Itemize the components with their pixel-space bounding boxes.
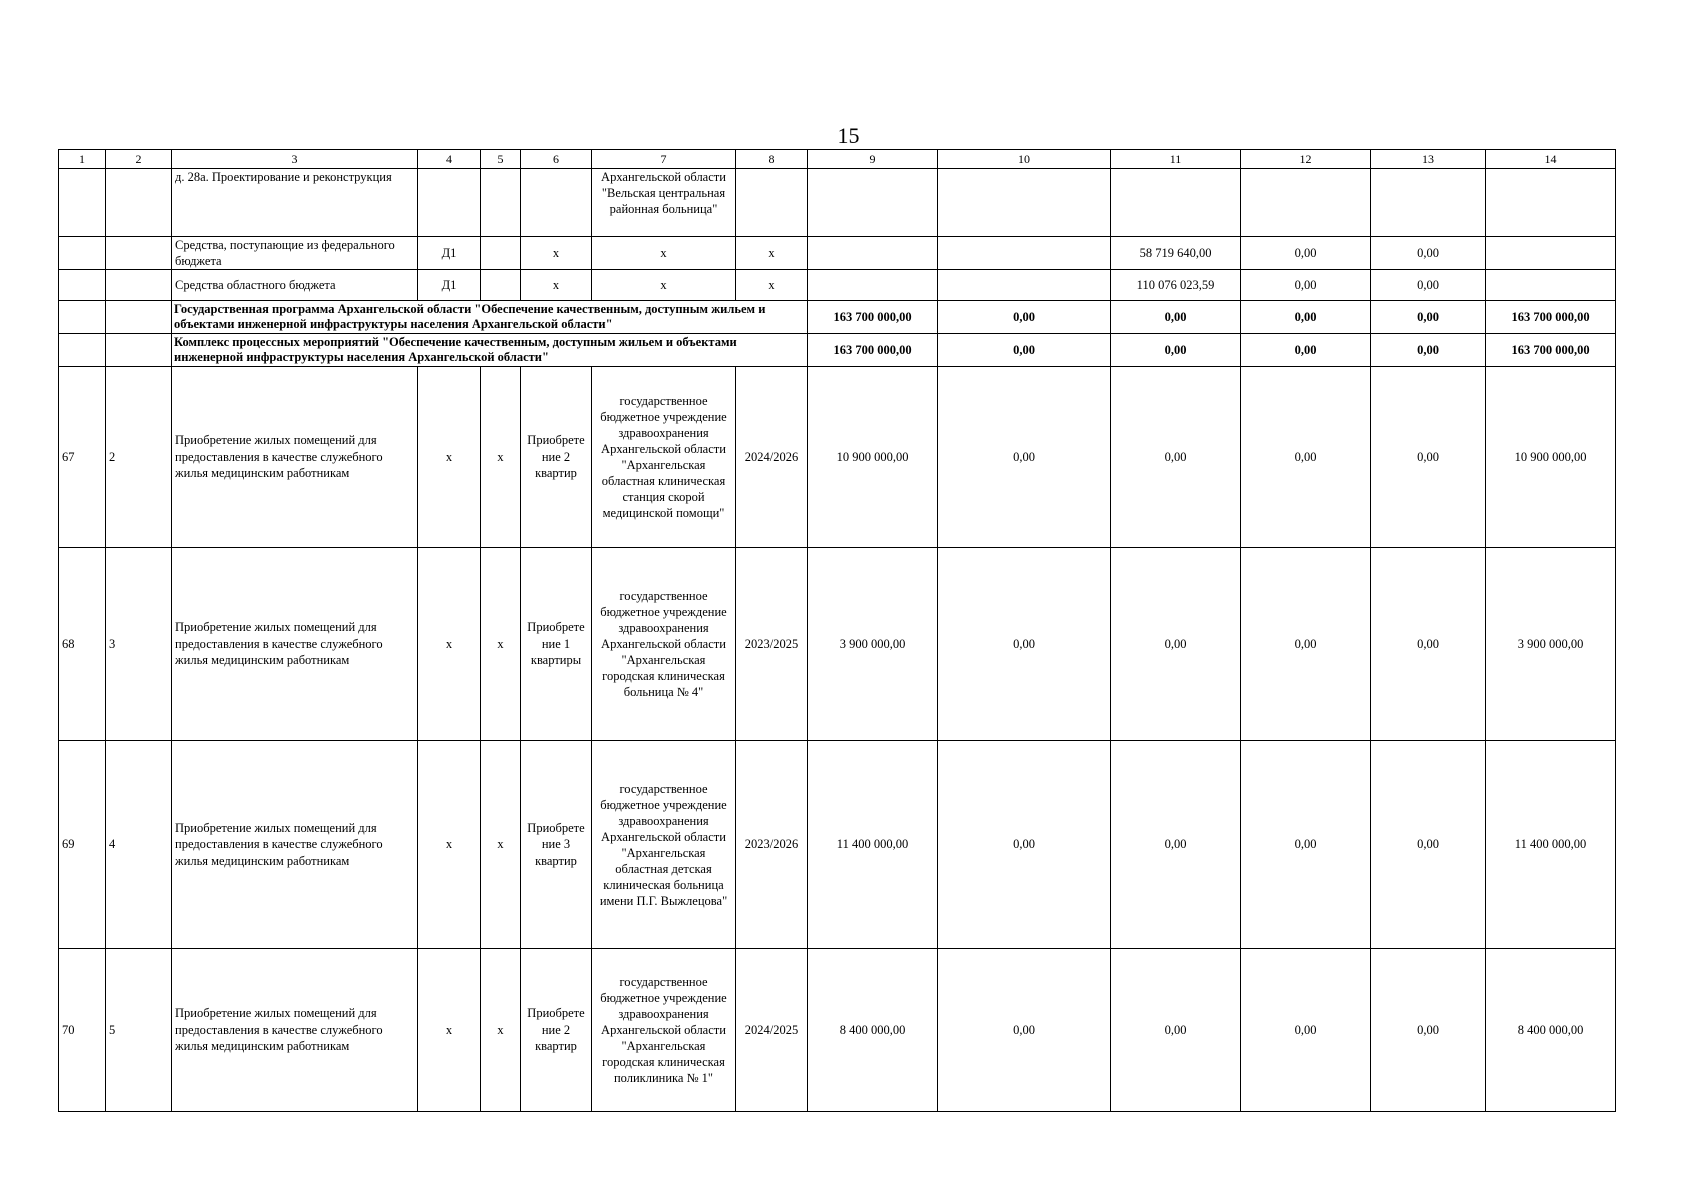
federal-funds-code: Д1 (418, 237, 481, 270)
cell: 0,00 (1111, 548, 1241, 741)
cell: х (481, 367, 521, 548)
col-header: 2 (106, 150, 172, 169)
cell: х (736, 270, 808, 301)
item-period: 2023/2026 (736, 741, 808, 949)
item-period: 2024/2025 (736, 949, 808, 1112)
col-header: 14 (1486, 150, 1616, 169)
cell: х (592, 237, 736, 270)
col-header: 4 (418, 150, 481, 169)
table-row (59, 949, 1616, 1112)
program-title: Государственная программа Архангельской области "Обеспечение качественным, доступным жильем и объектами инженерной инфраструктуры населения Архангельской области" (172, 301, 808, 334)
cell: 0,00 (1241, 741, 1371, 949)
cell: х (418, 741, 481, 949)
col-header: 10 (938, 150, 1111, 169)
col-header: 1 (59, 150, 106, 169)
cell: 11 400 000,00 (808, 741, 938, 949)
item-number: 4 (106, 741, 172, 949)
row-number: 70 (59, 949, 106, 1112)
cell: 3 900 000,00 (808, 548, 938, 741)
cell: 0,00 (938, 949, 1111, 1112)
cell: 0,00 (1241, 548, 1371, 741)
cell: 3 900 000,00 (1486, 548, 1616, 741)
page-number: 15 (837, 123, 860, 148)
cell: 0,00 (1111, 741, 1241, 949)
item-number: 5 (106, 949, 172, 1112)
cell: х (592, 270, 736, 301)
cell: 0,00 (1111, 949, 1241, 1112)
cell: 10 900 000,00 (808, 367, 938, 548)
item-number: 2 (106, 367, 172, 548)
cell: х (521, 237, 592, 270)
col-header: 3 (172, 150, 418, 169)
cell: 0,00 (1371, 548, 1486, 741)
table-row (59, 548, 1616, 741)
cell: 163 700 000,00 (808, 334, 938, 367)
cell: 0,00 (1371, 334, 1486, 367)
cell: х (481, 741, 521, 949)
complex-total: 163 700 000,00 (1486, 334, 1616, 367)
cell: х (521, 270, 592, 301)
cell: 0,00 (1111, 301, 1241, 334)
cell: 0,00 (938, 301, 1111, 334)
regional-funds-label: Средства областного бюджета (172, 270, 418, 301)
item-purpose: Приобретение 2 квартир (521, 367, 592, 548)
item-executor: государственное бюджетное учреждение здравоохранения Архангельской области "Архангельская городская клиническая поликлиника № 1" (592, 949, 736, 1112)
complex-total-row (59, 334, 1616, 367)
item-period: 2024/2026 (736, 367, 808, 548)
item-purpose: Приобретение 2 квартир (521, 949, 592, 1112)
cell: 0,00 (1241, 270, 1371, 301)
continuation-executor: Архангельской области "Вельская центральная районная больница" (592, 169, 736, 237)
table-row (59, 367, 1616, 548)
cell: 0,00 (1371, 949, 1486, 1112)
item-period: 2023/2025 (736, 548, 808, 741)
col-header: 12 (1241, 150, 1371, 169)
cell: х (481, 548, 521, 741)
cell: х (418, 548, 481, 741)
col-header: 8 (736, 150, 808, 169)
cell: х (418, 367, 481, 548)
col-header: 7 (592, 150, 736, 169)
federal-funds-row (59, 237, 1616, 270)
regional-funds-amount: 110 076 023,59 (1111, 270, 1241, 301)
item-name: Приобретение жилых помещений для предоставления в качестве служебного жилья медицинским работникам (172, 741, 418, 949)
continuation-row (59, 169, 1616, 237)
item-number: 3 (106, 548, 172, 741)
col-header: 11 (1111, 150, 1241, 169)
col-header: 9 (808, 150, 938, 169)
row-number: 69 (59, 741, 106, 949)
cell: 0,00 (1111, 334, 1241, 367)
budget-table (58, 149, 1616, 1112)
col-header: 13 (1371, 150, 1486, 169)
cell: 0,00 (1111, 367, 1241, 548)
col-header: 6 (521, 150, 592, 169)
cell: 0,00 (938, 741, 1111, 949)
row-number: 67 (59, 367, 106, 548)
cell: х (736, 237, 808, 270)
regional-funds-code: Д1 (418, 270, 481, 301)
item-name: Приобретение жилых помещений для предоставления в качестве служебного жилья медицинским работникам (172, 949, 418, 1112)
table-row (59, 741, 1616, 949)
column-number-header (59, 150, 1616, 169)
row-number: 68 (59, 548, 106, 741)
cell: 0,00 (1371, 237, 1486, 270)
complex-title: Комплекс процессных мероприятий "Обеспечение качественным, доступным жильем и объектами инженерной инфраструктуры населения Архангельской области" (172, 334, 808, 367)
cell: 0,00 (1241, 367, 1371, 548)
cell: 11 400 000,00 (1486, 741, 1616, 949)
item-executor: государственное бюджетное учреждение здравоохранения Архангельской области "Архангельская областная детская клиническая больница имени П.Г. Выжлецова" (592, 741, 736, 949)
cell: 8 400 000,00 (1486, 949, 1616, 1112)
cell: 8 400 000,00 (808, 949, 938, 1112)
cell: 0,00 (1371, 367, 1486, 548)
col-header: 5 (481, 150, 521, 169)
regional-funds-row (59, 270, 1616, 301)
federal-funds-amount: 58 719 640,00 (1111, 237, 1241, 270)
cell: х (481, 949, 521, 1112)
cell: 0,00 (938, 334, 1111, 367)
program-total: 163 700 000,00 (1486, 301, 1616, 334)
cell: 0,00 (1241, 949, 1371, 1112)
item-name: Приобретение жилых помещений для предоставления в качестве служебного жилья медицинским работникам (172, 367, 418, 548)
program-total-row (59, 301, 1616, 334)
item-executor: государственное бюджетное учреждение здравоохранения Архангельской области "Архангельская городская клиническая больница № 4" (592, 548, 736, 741)
cell: 0,00 (1371, 301, 1486, 334)
item-name: Приобретение жилых помещений для предоставления в качестве служебного жилья медицинским работникам (172, 548, 418, 741)
cell: 0,00 (1371, 741, 1486, 949)
cell: 0,00 (938, 367, 1111, 548)
federal-funds-label: Средства, поступающие из федерального бюджета (172, 237, 418, 270)
cell: 10 900 000,00 (1486, 367, 1616, 548)
item-purpose: Приобретение 1 квартиры (521, 548, 592, 741)
continuation-name: д. 28а. Проектирование и реконструкция (172, 169, 418, 237)
cell: х (418, 949, 481, 1112)
cell: 0,00 (1241, 334, 1371, 367)
item-purpose: Приобретение 3 квартир (521, 741, 592, 949)
cell: 0,00 (1241, 301, 1371, 334)
item-executor: государственное бюджетное учреждение здравоохранения Архангельской области "Архангельская областная клиническая станция скорой медицинской помощи" (592, 367, 736, 548)
cell: 163 700 000,00 (808, 301, 938, 334)
cell: 0,00 (1371, 270, 1486, 301)
cell: 0,00 (1241, 237, 1371, 270)
cell: 0,00 (938, 548, 1111, 741)
